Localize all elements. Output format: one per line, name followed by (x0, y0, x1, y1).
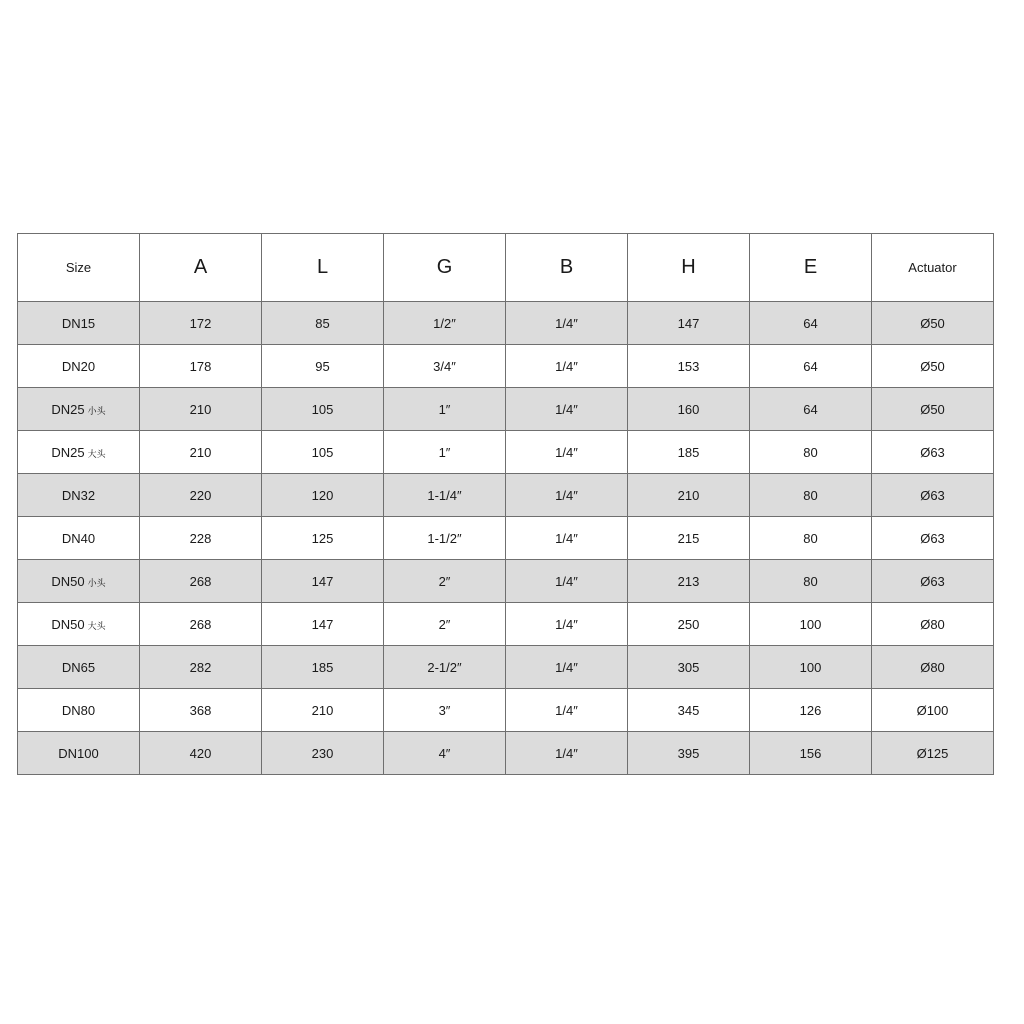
size-label: DN50 (51, 616, 85, 632)
cell-size (18, 431, 140, 474)
cell-a: 210 (140, 431, 262, 474)
cell-g: 2″ (384, 560, 506, 603)
cell-g: 2″ (384, 603, 506, 646)
size-note: 大头 (87, 448, 106, 459)
cell-size (18, 388, 140, 431)
cell-actuator: Ø63 (872, 474, 994, 517)
cell-e: 80 (750, 474, 872, 517)
table-row (18, 431, 994, 474)
cell-a: 178 (140, 345, 262, 388)
cell-actuator: Ø50 (872, 302, 994, 345)
cell-l: 120 (262, 474, 384, 517)
cell-a: 268 (140, 603, 262, 646)
cell-a: 210 (140, 388, 262, 431)
cell-actuator: Ø80 (872, 646, 994, 689)
table-body (18, 302, 994, 775)
cell-e: 64 (750, 345, 872, 388)
cell-size (18, 646, 140, 689)
cell-h: 213 (628, 560, 750, 603)
cell-l: 95 (262, 345, 384, 388)
cell-b: 1/4″ (506, 517, 628, 560)
cell-g: 1″ (384, 431, 506, 474)
cell-b: 1/4″ (506, 646, 628, 689)
cell-h: 395 (628, 732, 750, 775)
cell-b: 1/4″ (506, 431, 628, 474)
cell-actuator: Ø63 (872, 517, 994, 560)
cell-a: 228 (140, 517, 262, 560)
table-row (18, 646, 994, 689)
table-row (18, 474, 994, 517)
cell-size (18, 302, 140, 345)
size-label: DN25 (51, 444, 85, 460)
size-note: 小头 (87, 577, 106, 588)
cell-e: 80 (750, 431, 872, 474)
size-label: DN20 (61, 358, 96, 374)
cell-size (18, 732, 140, 775)
cell-g: 2-1/2″ (384, 646, 506, 689)
header-size: Size (18, 234, 140, 302)
table-row (18, 560, 994, 603)
cell-h: 215 (628, 517, 750, 560)
size-note: 大头 (87, 620, 106, 631)
cell-l: 185 (262, 646, 384, 689)
cell-h: 345 (628, 689, 750, 732)
cell-actuator: Ø50 (872, 388, 994, 431)
header-l: L (262, 234, 384, 302)
cell-g: 1-1/2″ (384, 517, 506, 560)
cell-h: 185 (628, 431, 750, 474)
cell-size (18, 474, 140, 517)
cell-size (18, 345, 140, 388)
header-h: H (628, 234, 750, 302)
cell-l: 105 (262, 388, 384, 431)
cell-size (18, 689, 140, 732)
cell-actuator: Ø125 (872, 732, 994, 775)
cell-size (18, 603, 140, 646)
cell-g: 1″ (384, 388, 506, 431)
cell-b: 1/4″ (506, 388, 628, 431)
cell-e: 80 (750, 517, 872, 560)
cell-l: 105 (262, 431, 384, 474)
cell-b: 1/4″ (506, 603, 628, 646)
table-row (18, 603, 994, 646)
table-row (18, 302, 994, 345)
cell-e: 100 (750, 646, 872, 689)
cell-h: 160 (628, 388, 750, 431)
cell-l: 147 (262, 560, 384, 603)
header-actuator: Actuator (872, 234, 994, 302)
header-e: E (750, 234, 872, 302)
size-label: DN80 (61, 702, 96, 718)
cell-b: 1/4″ (506, 689, 628, 732)
cell-b: 1/4″ (506, 345, 628, 388)
cell-l: 147 (262, 603, 384, 646)
size-label: DN32 (61, 487, 96, 503)
cell-a: 420 (140, 732, 262, 775)
cell-h: 147 (628, 302, 750, 345)
size-label: DN25 (51, 401, 85, 417)
size-note: 小头 (87, 405, 106, 416)
size-label: DN15 (61, 315, 96, 331)
cell-e: 126 (750, 689, 872, 732)
size-label: DN65 (61, 659, 96, 675)
dimension-table (17, 233, 994, 775)
cell-actuator: Ø100 (872, 689, 994, 732)
cell-h: 250 (628, 603, 750, 646)
cell-e: 156 (750, 732, 872, 775)
table-row (18, 388, 994, 431)
cell-a: 268 (140, 560, 262, 603)
table-row (18, 517, 994, 560)
table-row (18, 732, 994, 775)
cell-g: 3/4″ (384, 345, 506, 388)
table-row (18, 345, 994, 388)
cell-b: 1/4″ (506, 560, 628, 603)
header-g: G (384, 234, 506, 302)
cell-g: 1-1/4″ (384, 474, 506, 517)
header-a: A (140, 234, 262, 302)
size-label: DN50 (51, 573, 85, 589)
cell-b: 1/4″ (506, 732, 628, 775)
cell-actuator: Ø63 (872, 431, 994, 474)
cell-e: 80 (750, 560, 872, 603)
cell-g: 1/2″ (384, 302, 506, 345)
cell-a: 282 (140, 646, 262, 689)
cell-actuator: Ø50 (872, 345, 994, 388)
cell-a: 368 (140, 689, 262, 732)
cell-g: 4″ (384, 732, 506, 775)
size-label: DN100 (58, 745, 99, 761)
table-row (18, 689, 994, 732)
cell-b: 1/4″ (506, 302, 628, 345)
cell-a: 172 (140, 302, 262, 345)
cell-b: 1/4″ (506, 474, 628, 517)
cell-l: 125 (262, 517, 384, 560)
cell-actuator: Ø80 (872, 603, 994, 646)
cell-g: 3″ (384, 689, 506, 732)
cell-h: 305 (628, 646, 750, 689)
header-b: B (506, 234, 628, 302)
cell-l: 85 (262, 302, 384, 345)
cell-a: 220 (140, 474, 262, 517)
cell-actuator: Ø63 (872, 560, 994, 603)
cell-size (18, 560, 140, 603)
cell-h: 210 (628, 474, 750, 517)
cell-e: 64 (750, 388, 872, 431)
cell-l: 230 (262, 732, 384, 775)
table-header-row (18, 234, 994, 302)
cell-size (18, 517, 140, 560)
cell-l: 210 (262, 689, 384, 732)
cell-e: 100 (750, 603, 872, 646)
size-label: DN40 (61, 530, 96, 546)
cell-e: 64 (750, 302, 872, 345)
cell-h: 153 (628, 345, 750, 388)
